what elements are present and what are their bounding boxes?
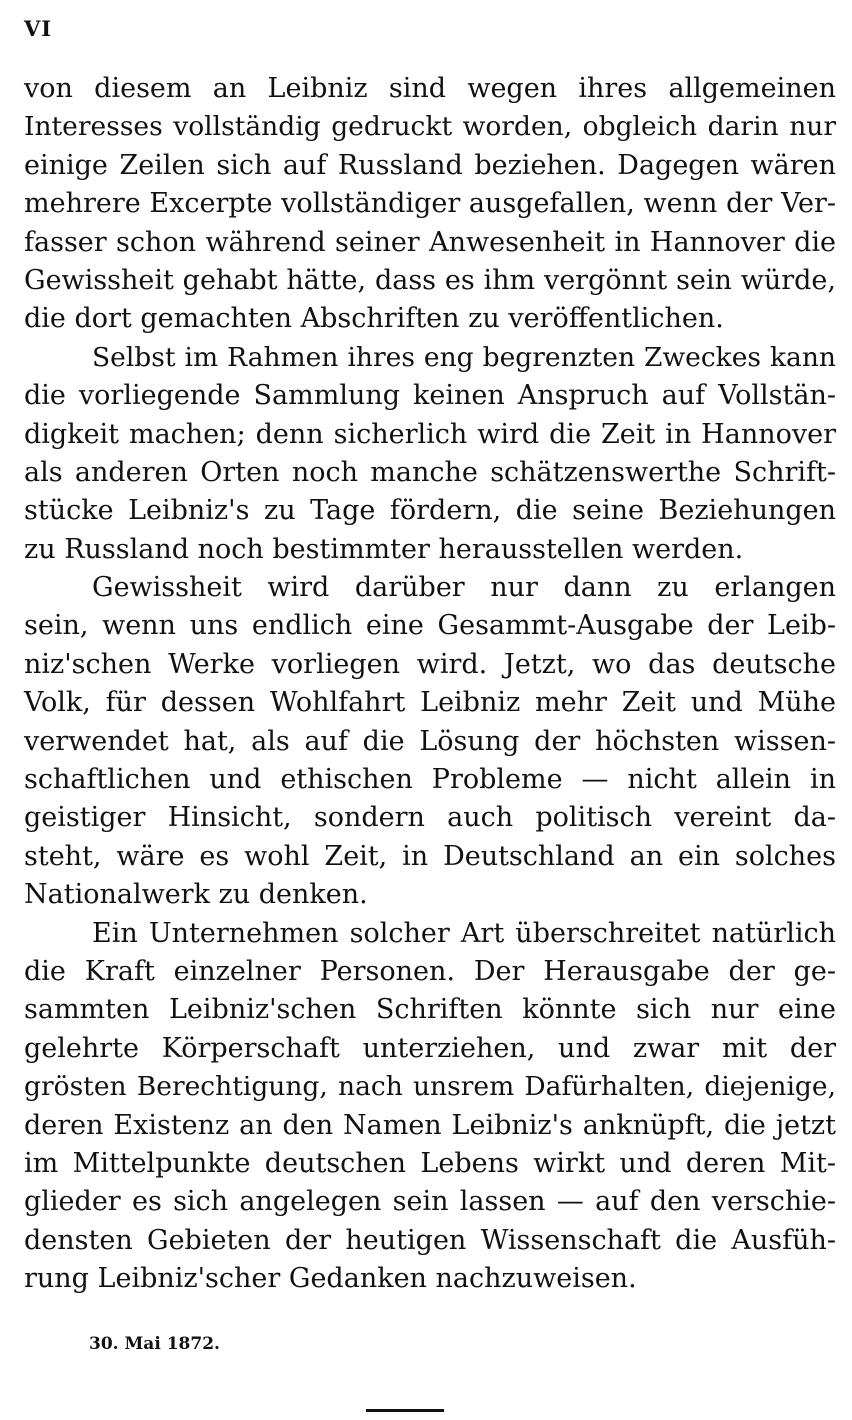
text-line: einige Zeilen sich auf Russland beziehen. Dagegen wären xyxy=(24,149,836,181)
text-line: die dort gemachten Abschriften zu veröffentlichen. xyxy=(24,303,724,335)
text-line: im Mittelpunkte deutschen Lebens wirkt und deren Mit- xyxy=(24,1147,836,1179)
text-line: zu Russland noch bestimmter herausstellen werden. xyxy=(24,533,744,565)
text-line: die Kraft einzelner Personen. Der Herausgabe der ge- xyxy=(24,955,836,987)
text-line: rung Leibniz'scher Gedanken nachzuweisen. xyxy=(24,1263,637,1295)
date-line: 30. Mai 1872. xyxy=(89,1334,220,1354)
text-line: stücke Leibniz's zu Tage fördern, die seine Beziehungen xyxy=(24,495,836,527)
text-line: Interesses vollständig gedruckt worden, obgleich darin nur xyxy=(24,111,836,143)
text-line: als anderen Orten noch manche schätzenswerthe Schrift- xyxy=(24,456,836,488)
paragraph xyxy=(24,339,836,569)
text-line: mehrere Excerpte vollständiger ausgefallen, wenn der Ver- xyxy=(24,188,836,220)
text-line: gelehrte Körperschaft unterziehen, und zwar mit der xyxy=(24,1032,836,1064)
text-line: Nationalwerk zu denken. xyxy=(24,879,368,911)
page-number: VI xyxy=(24,16,53,41)
text-line: deren Existenz an den Namen Leibniz's anknüpft, die jetzt xyxy=(24,1109,836,1141)
text-line: fasser schon während seiner Anwesenheit in Hannover die xyxy=(24,226,836,258)
text-line: schaftlichen und ethischen Probleme — nicht allein in xyxy=(24,764,836,796)
text-line: von diesem an Leibniz sind wegen ihres allgemeinen xyxy=(24,73,836,104)
paragraph xyxy=(24,915,836,1299)
paragraph xyxy=(24,569,836,915)
text-line: Volk, für dessen Wohlfahrt Leibniz mehr Zeit und Mühe xyxy=(24,687,836,719)
closing-rule xyxy=(366,1409,444,1412)
text-line: Ein Unternehmen solcher Art überschreitet natürlich xyxy=(92,917,836,949)
text-line: grösten Berechtigung, nach unsrem Dafürhalten, diejenige, xyxy=(24,1071,836,1103)
text-line: densten Gebieten der heutigen Wissenschaft die Ausfüh- xyxy=(24,1224,836,1256)
text-line: geistiger Hinsicht, sondern auch politisch vereint da- xyxy=(24,802,836,834)
text-line: sammten Leibniz'schen Schriften könnte sich nur eine xyxy=(24,994,836,1026)
paragraph xyxy=(24,70,836,339)
text-line: Gewissheit wird darüber nur dann zu erlangen xyxy=(92,572,836,604)
body-text xyxy=(24,70,836,1299)
text-line: glieder es sich angelegen sein lassen — auf den verschie- xyxy=(24,1186,836,1218)
text-line: die vorliegende Sammlung keinen Anspruch auf Vollstän- xyxy=(24,380,836,412)
text-line: steht, wäre es wohl Zeit, in Deutschland an ein solches xyxy=(24,840,836,872)
text-line: Gewissheit gehabt hätte, dass es ihm vergönnt sein würde, xyxy=(24,264,836,296)
text-line: verwendet hat, als auf die Lösung der höchsten wissen- xyxy=(24,725,836,757)
text-line: niz'schen Werke vorliegen wird. Jetzt, wo das deutsche xyxy=(24,648,836,680)
text-line: digkeit machen; denn sicherlich wird die Zeit in Hannover xyxy=(24,418,836,450)
text-line: sein, wenn uns endlich eine Gesammt-Ausgabe der Leib- xyxy=(24,610,836,642)
text-line: Selbst im Rahmen ihres eng begrenzten Zweckes kann xyxy=(92,341,836,373)
